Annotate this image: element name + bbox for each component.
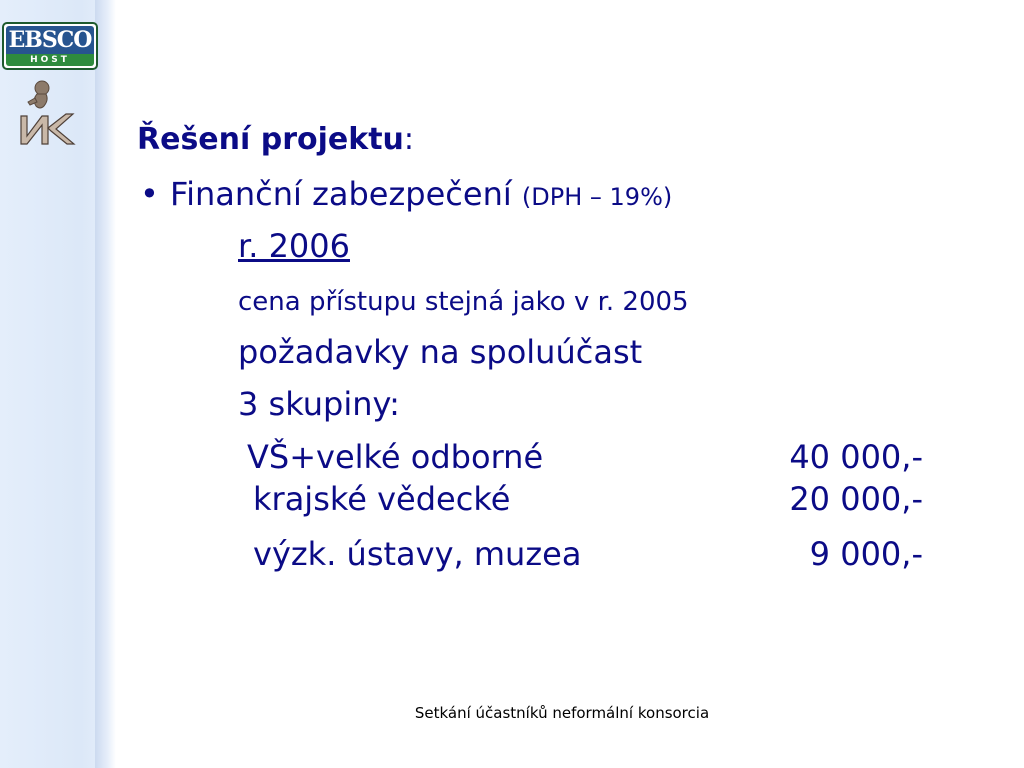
year-label: r. 2006 — [238, 227, 350, 265]
requirements-label: požadavky na spoluúčast — [238, 333, 643, 371]
bullet-note: (DPH – 19%) — [521, 183, 673, 211]
ebsco-logo-wordmark: EBSCO — [6, 26, 94, 54]
bullet-text: Finanční zabezpečení — [170, 175, 512, 213]
ebsco-logo-subtitle: HOST — [6, 54, 94, 66]
heading-text: Řešení projektu — [137, 122, 404, 157]
heading-colon: : — [403, 122, 415, 157]
tier-name-1: VŠ+velké odborné — [247, 438, 544, 476]
bullet-icon: • — [140, 175, 159, 213]
price-note: cena přístupu stejná jako v r. 2005 — [238, 287, 689, 317]
slide-heading — [137, 122, 414, 157]
tier-amount-2: 20 000,- — [789, 480, 923, 518]
bullet-financing — [140, 175, 672, 213]
groups-label: 3 skupiny: — [238, 385, 400, 423]
tier-amount-3: 9 000,- — [809, 535, 923, 573]
tier-name-3: výzk. ústavy, muzea — [253, 535, 582, 573]
footer-text: Setkání účastníků neformální konsorcia — [414, 704, 710, 722]
tier-name-2: krajské vědecké — [253, 480, 511, 518]
tier-amount-1: 40 000,- — [789, 438, 923, 476]
